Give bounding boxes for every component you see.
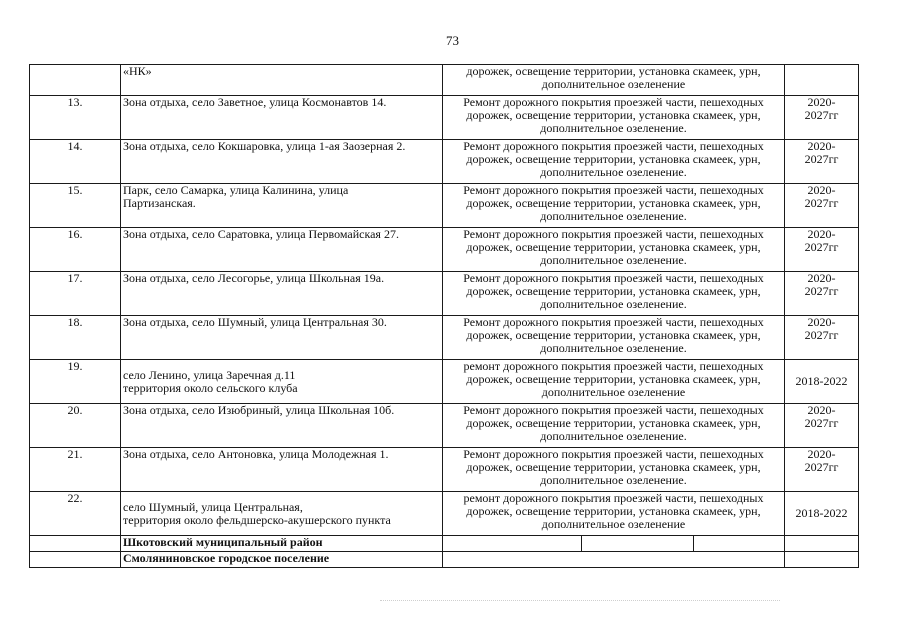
cell-line: село Ленино, улица Заречная д.11 (123, 367, 296, 382)
term-cell (785, 360, 859, 404)
section-term-cell (785, 552, 859, 568)
object-cell (121, 96, 443, 140)
row-number: 15. (30, 184, 121, 228)
page-number: 73 (446, 33, 459, 48)
work-cell (443, 272, 785, 316)
table-row (30, 184, 859, 228)
object-cell (121, 228, 443, 272)
cell-line: дорожек, освещение территории, установка скамеек, урн, (466, 284, 761, 298)
cell-line: 2027гг (804, 460, 839, 474)
object-cell (121, 404, 443, 448)
cell-line: 2020- (807, 227, 836, 241)
cell-line: дорожек, освещение территории, установка скамеек, урн, (466, 108, 761, 122)
cell-line: 2027гг (804, 284, 839, 298)
table-row (30, 140, 859, 184)
cell-line: 2020- (807, 139, 836, 153)
cell-line: Зона отдыха, село Саратовка, улица Первомайская 27. (123, 227, 399, 241)
object-cell (121, 448, 443, 492)
cell-line: 2020- (807, 447, 836, 461)
cell-line: Ремонт дорожного покрытия проезжей части, пешеходных (463, 403, 764, 417)
cell-line: дорожек, освещение территории, установка скамеек, урн, (466, 240, 761, 254)
section-row (30, 536, 859, 552)
cell-line: дополнительное озеленение. (540, 165, 687, 179)
work-cell (443, 184, 785, 228)
cell-line: 2027гг (804, 328, 839, 342)
term-cell (785, 492, 859, 536)
table-row (30, 316, 859, 360)
cell-line: Ремонт дорожного покрытия проезжей части, пешеходных (463, 183, 764, 197)
object-cell (121, 184, 443, 228)
cell-line: дорожек, освещение территории, установка скамеек, урн, (466, 64, 761, 78)
cell-divider (581, 536, 582, 551)
cell-line: 2020- (807, 315, 836, 329)
cell-line: дорожек, освещение территории, установка скамеек, урн, (466, 152, 761, 166)
cell-line: территория около сельского клуба (123, 380, 298, 395)
cell-line: Парк, село Самарка, улица Калинина, улица (123, 183, 349, 197)
cell-line: дополнительное озеленение (541, 385, 686, 399)
object-cell (121, 360, 443, 404)
cell-line: ремонт дорожного покрытия проезжей части, пешеходных (463, 491, 764, 505)
work-cell (443, 316, 785, 360)
cell-line: 2020- (807, 95, 836, 109)
section-row (30, 552, 859, 568)
object-cell (121, 316, 443, 360)
cell-line: дополнительное озеленение. (540, 473, 687, 487)
section-num-cell (30, 552, 121, 568)
section-term-cell (785, 536, 859, 552)
cell-line: 2018-2022 (795, 506, 848, 520)
row-number: 13. (30, 96, 121, 140)
object-cell (121, 492, 443, 536)
cell-line: Ремонт дорожного покрытия проезжей части, пешеходных (463, 271, 764, 285)
cell-line: 2020- (807, 183, 836, 197)
cell-line: 2027гг (804, 416, 839, 430)
cell-line: Ремонт дорожного покрытия проезжей части, пешеходных (463, 227, 764, 241)
cell-line: Зона отдыха, село Изюбриный, улица Школьная 10б. (123, 403, 395, 417)
term-cell (785, 184, 859, 228)
object-cell (121, 65, 443, 96)
row-number: 21. (30, 448, 121, 492)
cell-line: 2018-2022 (795, 374, 848, 388)
table-row (30, 272, 859, 316)
cell-line: 2027гг (804, 196, 839, 210)
cell-line: дорожек, освещение территории, установка скамеек, урн, (466, 372, 761, 386)
cell-line: дополнительное озеленение (541, 517, 686, 531)
section-work-cell (443, 536, 785, 552)
section-num-cell (30, 536, 121, 552)
row-number: 14. (30, 140, 121, 184)
term-cell (785, 404, 859, 448)
cell-line: дорожек, освещение территории, установка скамеек, урн, (466, 460, 761, 474)
cell-line: дополнительное озеленение. (540, 209, 687, 223)
table-row (30, 228, 859, 272)
cell-line: 2027гг (804, 240, 839, 254)
cell-line: дополнительное озеленение. (540, 429, 687, 443)
row-number: 18. (30, 316, 121, 360)
cell-line: Зона отдыха, село Кокшаровка, улица 1-ая Заозерная 2. (123, 139, 406, 153)
cell-line: 2020- (807, 403, 836, 417)
term-cell (785, 65, 859, 96)
section-title: Смоляниновское городское поселение (121, 552, 443, 568)
work-cell (443, 228, 785, 272)
table-row (30, 492, 859, 536)
cell-line: 2027гг (804, 152, 839, 166)
cell-line: дополнительное озеленение. (540, 341, 687, 355)
work-cell (443, 492, 785, 536)
object-cell (121, 272, 443, 316)
cell-line: дополнительное озеленение. (540, 297, 687, 311)
cell-line: дополнительное озеленение (541, 77, 686, 91)
table-row (30, 65, 859, 96)
term-cell (785, 228, 859, 272)
table-row (30, 448, 859, 492)
cell-line: Ремонт дорожного покрытия проезжей части, пешеходных (463, 95, 764, 109)
cell-line: Ремонт дорожного покрытия проезжей части, пешеходных (463, 447, 764, 461)
section-title: Шкотовский муниципальный район (121, 536, 443, 552)
table-row (30, 360, 859, 404)
work-cell (443, 448, 785, 492)
term-cell (785, 448, 859, 492)
object-cell (121, 140, 443, 184)
cell-divider (693, 536, 694, 551)
cell-line: дорожек, освещение территории, установка скамеек, урн, (466, 196, 761, 210)
term-cell (785, 96, 859, 140)
cell-line: 2020- (807, 271, 836, 285)
work-cell (443, 96, 785, 140)
work-cell (443, 360, 785, 404)
row-number: 17. (30, 272, 121, 316)
term-cell (785, 272, 859, 316)
row-number (30, 65, 121, 96)
cell-line: Ремонт дорожного покрытия проезжей части, пешеходных (463, 139, 764, 153)
table-row (30, 404, 859, 448)
cell-line: Зона отдыха, село Шумный, улица Центральная 30. (123, 315, 387, 329)
cell-line: Зона отдыха, село Антоновка, улица Молодежная 1. (123, 447, 389, 461)
cell-line: Зона отдыха, село Лесогорье, улица Школьная 19а. (123, 271, 385, 285)
cell-line: 2027гг (804, 108, 839, 122)
cell-line: дорожек, освещение территории, установка скамеек, урн, (466, 416, 761, 430)
scan-artifact-line (380, 600, 780, 603)
cell-line: дополнительное озеленение. (540, 253, 687, 267)
cell-line: Ремонт дорожного покрытия проезжей части, пешеходных (463, 315, 764, 329)
works-table-body (30, 65, 859, 568)
term-cell (785, 316, 859, 360)
cell-line: Зона отдыха, село Заветное, улица Космонавтов 14. (123, 95, 387, 109)
row-number: 22. (30, 492, 121, 536)
cell-line: Партизанская. (123, 196, 196, 210)
work-cell (443, 140, 785, 184)
cell-line: территория около фельдшерско-акушерского пункта (123, 512, 391, 527)
work-cell (443, 404, 785, 448)
cell-line: село Шумный, улица Центральная, (123, 499, 303, 514)
cell-line: дорожек, освещение территории, установка скамеек, урн, (466, 504, 761, 518)
cell-line: дополнительное озеленение. (540, 121, 687, 135)
section-work-cell (443, 552, 785, 568)
cell-line: «НК» (123, 64, 152, 78)
table-row (30, 96, 859, 140)
row-number: 19. (30, 360, 121, 404)
cell-line: ремонт дорожного покрытия проезжей части, пешеходных (463, 359, 764, 373)
row-number: 16. (30, 228, 121, 272)
cell-line: дорожек, освещение территории, установка скамеек, урн, (466, 328, 761, 342)
term-cell (785, 140, 859, 184)
row-number: 20. (30, 404, 121, 448)
work-cell (443, 65, 785, 96)
works-table (29, 64, 859, 568)
